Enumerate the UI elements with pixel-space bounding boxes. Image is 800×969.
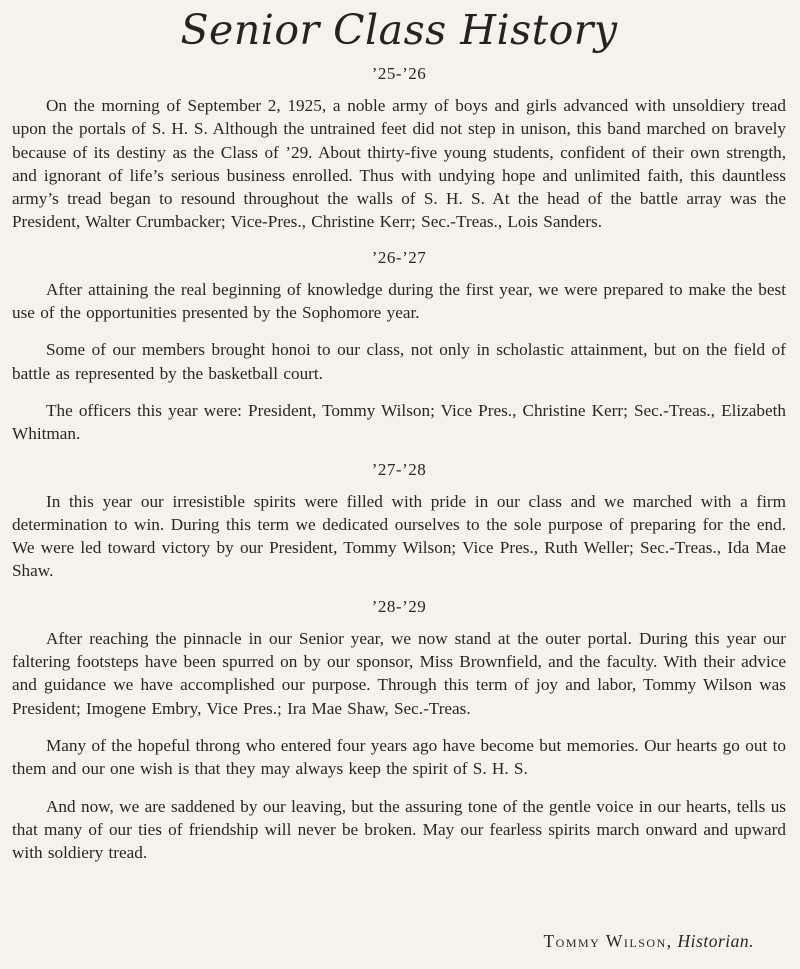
signature-role: Historian. (677, 931, 754, 951)
spacer (12, 324, 786, 338)
spacer (12, 720, 786, 734)
paragraph: After reaching the pinnacle in our Senior year, we now stand at the outer portal. During this year our faltering footsteps have been spurred on by our sponsor, Miss Brownfield, and the faculty. With their advice and guidance we have accomplished our purpose. Through this term of joy and labor, Tommy Wilson was President; Imogene Embry, Vice Pres.; Ira Mae Shaw, Sec.-Treas. (12, 628, 786, 718)
section-1925-1926 (12, 64, 786, 234)
paragraph: In this year our irresistible spirits were filled with pride in our class and we marched with a firm determination to win. During this term we dedicated ourselves to the sole purpose of preparing for the end. We were led toward victory by our President, Tommy Wilson; Vice Pres., Ruth Weller; Sec.-Treas., Ida Mae Shaw. (12, 491, 786, 581)
section-year-heading: ’28-’29 (371, 596, 427, 616)
signature-separator: , (666, 931, 673, 951)
paragraph: After attaining the real beginning of knowledge during the first year, we were prepared to make the best use of the opportunities presented by the Sophomore year. (12, 279, 786, 323)
section-1927-1928 (12, 460, 786, 583)
spacer (12, 617, 786, 627)
paragraph: The officers this year were: President, Tommy Wilson; Vice Pres., Christine Kerr; Sec.-Treas., Elizabeth Whitman. (12, 400, 786, 444)
paragraph: Many of the hopeful throng who entered four years ago have become but memories. Our hearts go out to them and our one wish is that they may always keep the spirit of S. H. S. (12, 735, 786, 779)
spacer (12, 84, 786, 94)
section-year-heading: ’26-’27 (371, 247, 427, 267)
signature-line (543, 931, 754, 952)
paragraph: And now, we are saddened by our leaving, but the assuring tone of the gentle voice in our hearts, tells us that many of our ties of friendship will never be broken. May our fearless spirits march onward and upward with soldiery tread. (12, 796, 786, 863)
signature-name: Tommy Wilson (543, 931, 667, 951)
section-year-heading: ’27-’28 (371, 459, 427, 479)
spacer (12, 268, 786, 278)
paragraph: On the morning of September 2, 1925, a noble army of boys and girls advanced with unsoldiery tread upon the portals of S. H. S. Although the untrained feet did not step in unison, this band marched on bravely because of its destiny as the Class of ’29. About thirty-five young students, confident of their own strength, and ignorant of life’s serious business enrolled. Thus with undying hope and unlimited faith, this dauntless army’s tread began to resound throughout the walls of S. H. S. At the head of the battle array was the President, Walter Crumbacker; Vice-Pres., Christine Kerr; Sec.-Treas., Lois Sanders. (12, 96, 786, 232)
section-1928-1929 (12, 597, 786, 865)
section-1926-1927 (12, 248, 786, 446)
spacer (12, 234, 786, 248)
spacer (12, 781, 786, 795)
spacer (12, 480, 786, 490)
spacer (12, 385, 786, 399)
page-title: Senior Class History (180, 6, 618, 54)
spacer (12, 446, 786, 460)
spacer (12, 583, 786, 597)
paragraph: Some of our members brought honoi to our class, not only in scholastic attainment, but on the field of battle as represented by the basketball court. (12, 340, 786, 383)
section-year-heading: ’25-’26 (371, 64, 427, 83)
